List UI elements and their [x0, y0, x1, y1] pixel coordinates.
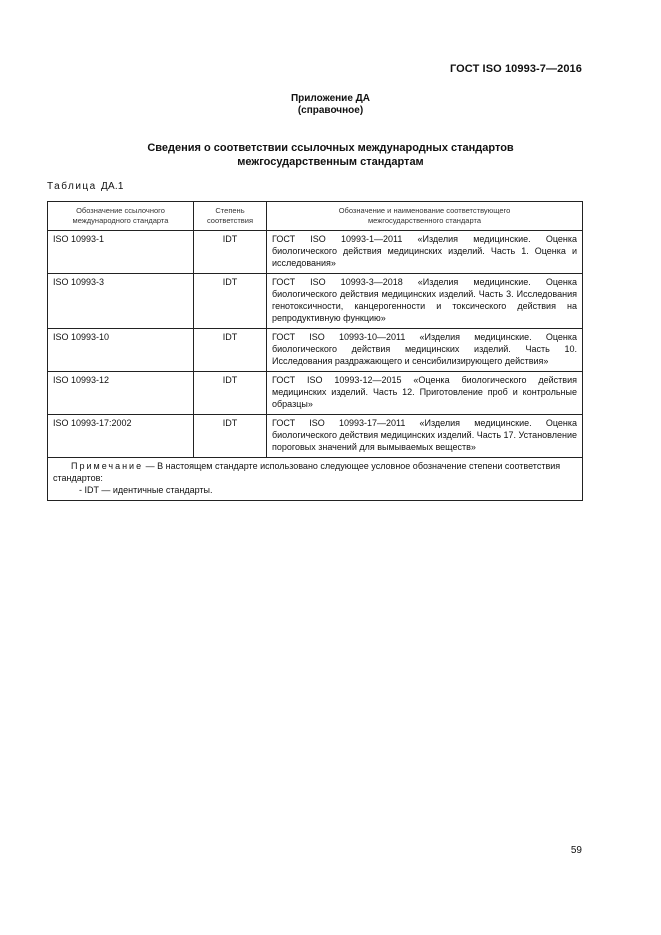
- header-iso-line-1: Обозначение ссылочного: [76, 206, 165, 215]
- cell-degree: IDT: [194, 231, 267, 274]
- note-item: - IDT — идентичные стандарты.: [79, 485, 213, 495]
- cell-iso: ISO 10993-3: [48, 274, 194, 329]
- table-row: [48, 329, 583, 372]
- table-note: [48, 458, 583, 501]
- header-title: [267, 202, 583, 231]
- header-degree: [194, 202, 267, 231]
- table-caption: [47, 181, 124, 192]
- note-text: В настоящем стандарте использовано следующее условное обозначение степени соответствия стандартов:: [53, 461, 561, 483]
- note-text-block: [53, 460, 577, 484]
- standard-code: ГОСТ ISO 10993-7—2016: [449, 63, 582, 75]
- header-degree-line-1: Степень: [215, 206, 245, 215]
- cell-degree: IDT: [194, 372, 267, 415]
- table-note-row: [48, 458, 583, 501]
- table-row: [48, 231, 583, 274]
- table-row: [48, 415, 583, 458]
- cell-iso: ISO 10993-10: [48, 329, 194, 372]
- document-title-line-2: межгосударственным стандартам: [237, 156, 424, 168]
- annex-heading: [0, 93, 661, 117]
- header-title-line-2: межгосударственного стандарта: [368, 216, 481, 225]
- cell-title: ГОСТ ISO 10993-10—2011 «Изделия медицинские. Оценка биологического действия медицинских изделий. Часть 10. Исследования раздражающего и сенсибилизирующего действия»: [267, 329, 583, 372]
- header-degree-line-2: соответствия: [206, 216, 254, 225]
- cell-degree: IDT: [194, 329, 267, 372]
- cell-iso: ISO 10993-1: [48, 231, 194, 274]
- cell-title: ГОСТ ISO 10993-1—2011 «Изделия медицинские. Оценка биологического действия медицинских изделий. Часть 1. Оценка и исследования»: [267, 231, 583, 274]
- note-dash: —: [143, 461, 158, 471]
- cell-iso: ISO 10993-12: [48, 372, 194, 415]
- cell-degree: IDT: [194, 274, 267, 329]
- table-row: [48, 372, 583, 415]
- cell-title: ГОСТ ISO 10993-3—2018 «Изделия медицинские. Оценка биологического действия медицинских изделий. Часть 3. Исследования генотоксичности, канцерогенности и токсического действия на репродуктивную функцию»: [267, 274, 583, 329]
- table-row: [48, 274, 583, 329]
- cell-title: ГОСТ ISO 10993-12—2015 «Оценка биологического действия медицинских изделий. Часть 12. Приготовление проб и контрольные образцы»: [267, 372, 583, 415]
- annex-subtitle: (справочное): [297, 105, 364, 116]
- page-number: 59: [570, 845, 582, 856]
- table-caption-label: Таблица: [47, 181, 97, 192]
- correspondence-table: [47, 201, 583, 501]
- table-caption-number: ДА.1: [101, 181, 124, 192]
- header-title-line-1: Обозначение и наименование соответствующего: [338, 206, 511, 215]
- header-iso: [48, 202, 194, 231]
- cell-degree: IDT: [194, 415, 267, 458]
- document-title: [0, 141, 661, 169]
- annex-title: Приложение ДА: [290, 93, 371, 104]
- table-header-row: [48, 202, 583, 231]
- header-iso-line-2: международного стандарта: [72, 216, 169, 225]
- cell-title: ГОСТ ISO 10993-17—2011 «Изделия медицинские. Оценка биологического действия медицинских изделий. Часть 17. Установление пороговых значений для вымываемых веществ»: [267, 415, 583, 458]
- note-label: Примечание: [71, 461, 144, 471]
- document-title-line-1: Сведения о соответствии ссылочных международных стандартов: [147, 142, 514, 154]
- cell-iso: ISO 10993-17:2002: [48, 415, 194, 458]
